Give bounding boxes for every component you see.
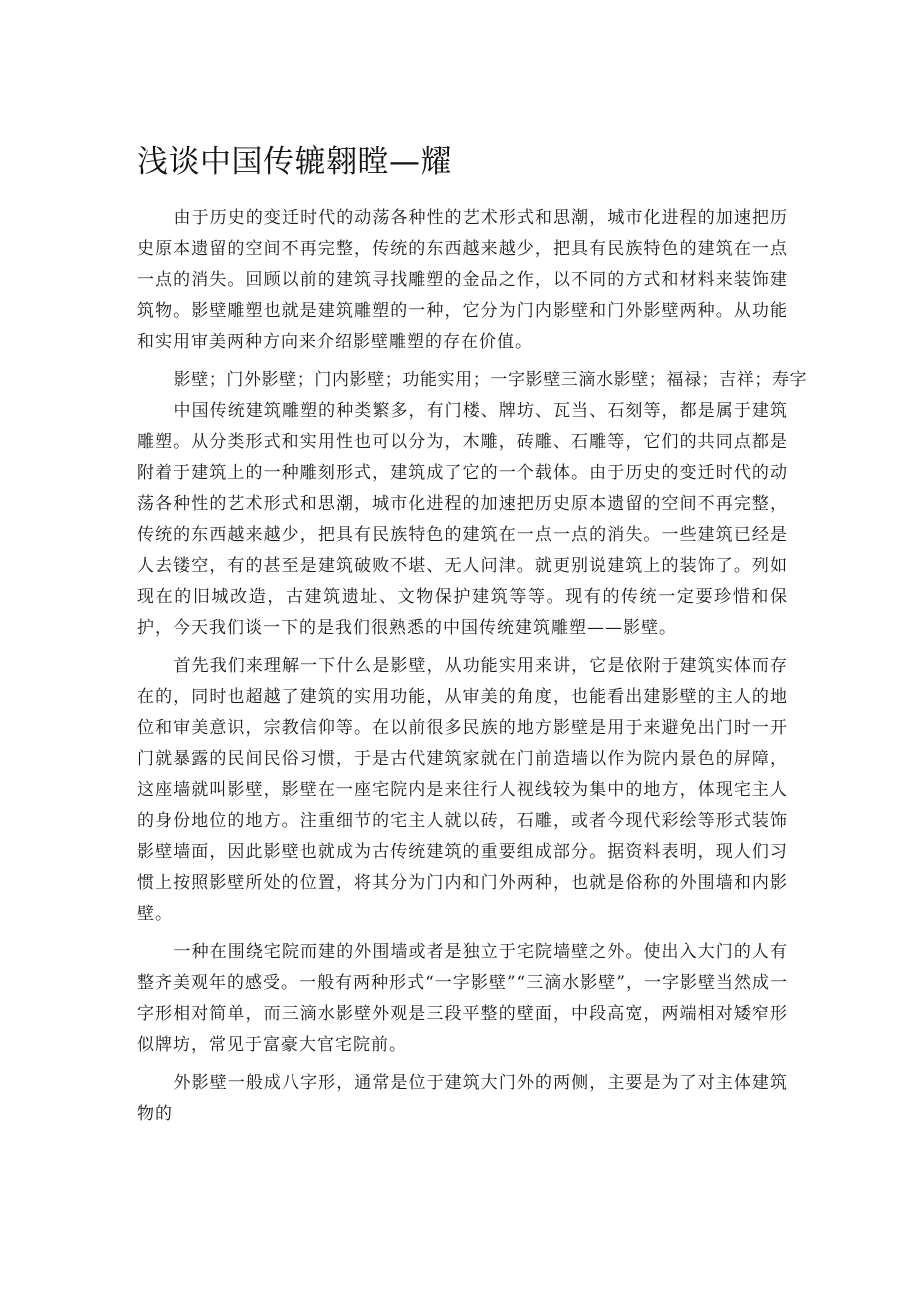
abstract-paragraph: 由于历史的变迁时代的动荡各种性的艺术形式和思潮，城市化进程的加速把历史原本遗留的空间不再完整，传统的东西越来越少，把具有民族特色的建筑在一点一点的消失。回顾以前的建筑寻找雕塑的金品之作，以不同的方式和材料来装饰建筑物。影壁雕塑也就是建筑雕塑的一种，它分为门内影壁和门外影壁两种。从功能和实用审美两种方向来介绍影壁雕塑的存在价值。 [137, 208, 788, 352]
body-paragraph-outer-screen: 外影壁一般成八字形，通常是位于建筑大门外的两侧，主要是为了对主体建筑物的 [137, 1073, 788, 1124]
keywords-line: 影壁；门外影壁；门内影壁；功能实用；一字影壁三滴水影壁；福禄；吉祥；寿字 [173, 370, 808, 390]
body-paragraph-intro: 中国传统建筑雕塑的种类繁多，有门楼、牌坊、瓦当、石刻等，都是属于建筑雕塑。从分类形式和实用性也可以分为，木雕，砖雕、石雕等，它们的共同点都是附着于建筑上的一种雕刻形式，建筑成了它的一个载体。由于历史的变迁时代的动荡各种性的艺术形式和思潮，城市化进程的加速把历史原本遗留的空间不再完整，传统的东西越来越少，把具有民族特色的建筑在一点一点的消失。一些建筑已经是人去镂空，有的甚至是建筑破败不堪、无人问津。就更别说建筑上的装饰了。列如现在的旧城改造，古建筑遗址、文物保护建筑等等。现有的传统一定要珍惜和保护，今天我们谈一下的是我们很熟悉的中国传统建筑雕塑——影壁。 [137, 401, 788, 638]
document-title: 浅谈中国传辘翱瞠—耀 [137, 144, 452, 180]
body-paragraph-definition: 首先我们来理解一下什么是影壁，从功能实用来讲，它是依附于建筑实体而存在的，同时也超越了建筑的实用功能，从审美的角度，也能看出建影壁的主人的地位和审美意识，宗教信仰等。在以前很多民族的地方影壁是用于来避免出门时一开门就暴露的民间民俗习惯，于是古代建筑家就在门前造墙以作为院内景色的屏障，这座墙就叫影壁，影壁在一座宅院内是来往行人视线较为集中的地方，体现宅主人的身份地位的地方。注重细节的宅主人就以砖，石雕，或者今现代彩绘等形式装饰影壁墙面，因此影壁也就成为古传统建筑的重要组成部分。据资料表明，现人们习惯上按照影壁所处的位置，将其分为门内和门外两种，也就是俗称的外围墙和内影壁。 [137, 656, 788, 924]
document-body [137, 203, 808, 1130]
body-paragraph-outer-wall: 一种在围绕宅院而建的外围墙或者是独立于宅院墙壁之外。使出入大门的人有整齐美观年的感受。一般有两种形式“一字影壁”“三滴水影壁”，一字影壁当然成一字形相对简单，而三滴水影壁外观是三段平整的壁面，中段高宽，两端相对矮窄形似牌坊，常见于富豪大官宅院前。 [137, 942, 788, 1055]
